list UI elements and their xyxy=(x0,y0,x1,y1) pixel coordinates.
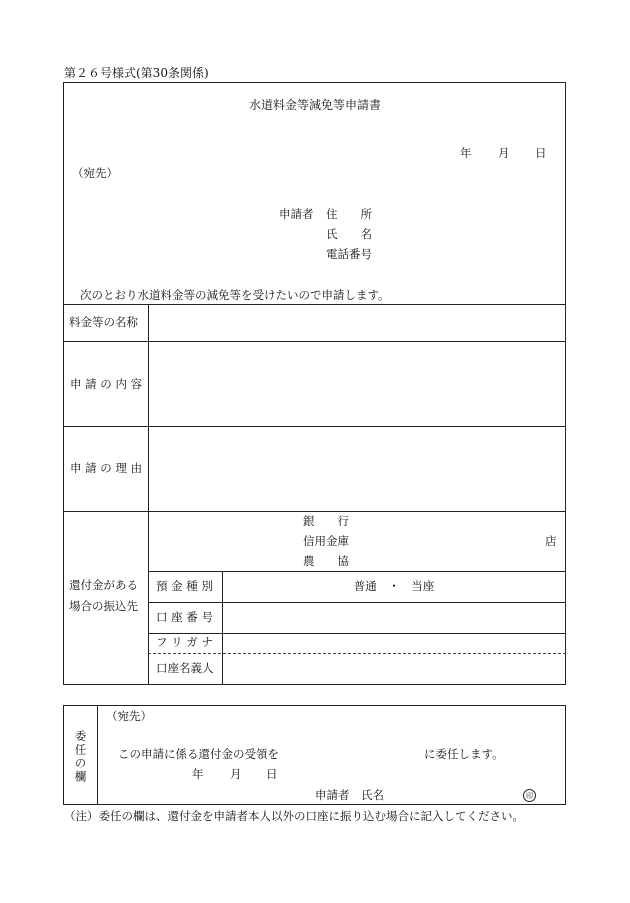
bank-label: 銀 行 xyxy=(303,514,349,528)
seal-mark: 印 xyxy=(523,789,536,802)
fee-name-label: 料金等の名称 xyxy=(69,315,138,329)
date-month-label: 月 xyxy=(498,146,510,160)
delegation-year: 年 xyxy=(192,767,204,781)
row-divider xyxy=(63,426,566,427)
applicant-label: 申請者 xyxy=(279,207,314,221)
phone-label: 電話番号 xyxy=(326,247,372,261)
addressee-label: （宛先） xyxy=(72,166,118,180)
reason-label: 申 請 の 理 由 xyxy=(70,461,143,475)
row-divider xyxy=(148,602,566,603)
deposit-type-value: 普通 ・ 当座 xyxy=(353,579,435,593)
delegation-month: 月 xyxy=(230,767,242,781)
content-label: 申 請 の 内 容 xyxy=(70,377,143,391)
statement-text: 次のとおり水道料金等の減免等を受けたいので申請します。 xyxy=(80,288,390,302)
refund-label-line1: 還付金がある xyxy=(69,578,138,592)
row-divider xyxy=(148,633,566,634)
footnote: （注）委任の欄は、還付金を申請者本人以外の口座に振り込む場合に記入してください。 xyxy=(64,809,524,823)
furigana-label: フ リ ガ ナ xyxy=(156,635,213,649)
row-divider xyxy=(63,511,566,512)
label-column-divider xyxy=(148,304,149,685)
delegation-side-label: 委任の欄 xyxy=(73,730,88,784)
date-day-label: 日 xyxy=(535,146,547,160)
branch-label: 店 xyxy=(545,534,557,548)
delegation-text-after: に委任します。 xyxy=(424,747,504,761)
delegation-day: 日 xyxy=(266,767,278,781)
address-label: 住 所 xyxy=(326,207,372,221)
row-divider xyxy=(63,341,566,342)
furigana-divider xyxy=(148,653,566,654)
form-number: 第２６号様式(第30条関係) xyxy=(64,66,209,80)
row-divider xyxy=(63,304,566,305)
form-title: 水道料金等減免等申請書 xyxy=(248,98,381,112)
delegation-applicant-name: 申請者 氏名 xyxy=(315,788,384,802)
date-year-label: 年 xyxy=(460,146,472,160)
account-number-label: 口 座 番 号 xyxy=(156,610,213,624)
delegation-divider xyxy=(97,705,98,805)
name-label: 氏 名 xyxy=(326,227,372,241)
deposit-type-label: 預 金 種 別 xyxy=(156,579,213,593)
refund-label-line2: 場合の振込先 xyxy=(69,599,138,613)
shinkin-label: 信用金庫 xyxy=(303,534,349,548)
nokyo-label: 農 協 xyxy=(303,554,349,568)
delegation-text-before: この申請に係る還付金の受領を xyxy=(118,747,279,761)
row-divider xyxy=(148,571,566,572)
delegation-addressee: （宛先） xyxy=(106,709,152,723)
account-holder-label: 口座名義人 xyxy=(156,661,214,675)
